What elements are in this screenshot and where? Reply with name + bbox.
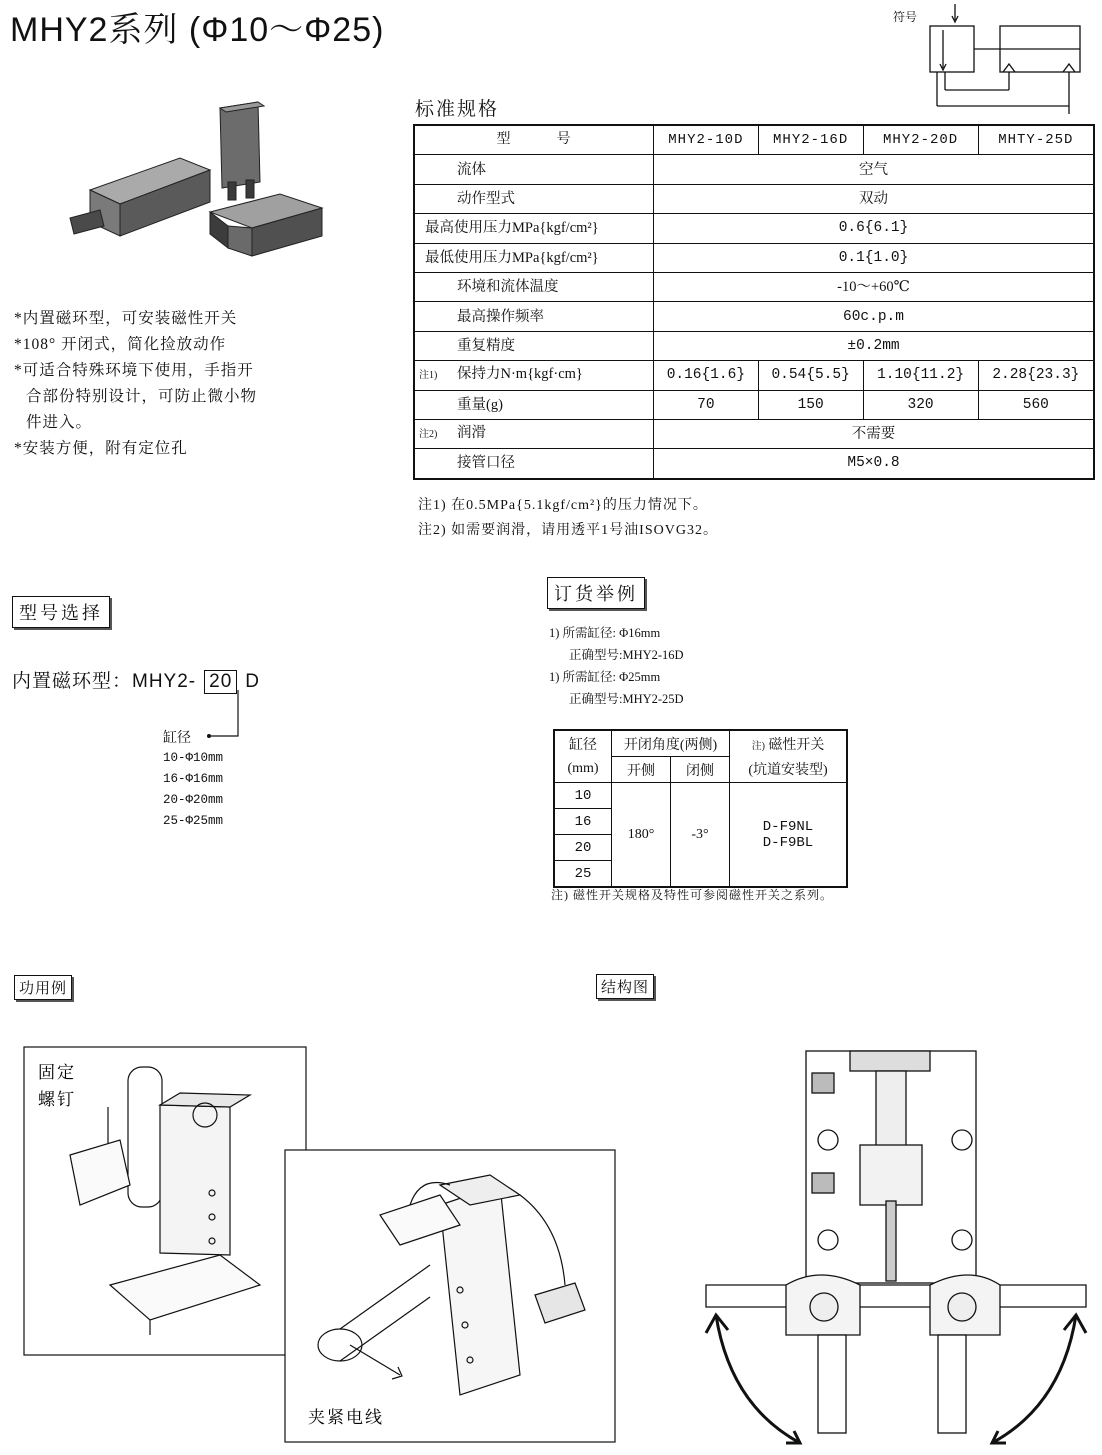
table-row: [414, 361, 1094, 390]
row-value: 0.1{1.0}: [654, 243, 1095, 272]
table-row: [554, 757, 847, 783]
angle-head: 开闭角度(两侧): [612, 730, 730, 757]
model-header-label: 型 号: [414, 125, 654, 155]
order-line: 1) 所需缸径: Φ16mm: [549, 626, 661, 640]
switch-model: D-F9BL: [762, 834, 814, 851]
row-label: 最高使用压力MPa{kgf/cm²}: [414, 214, 654, 243]
table-row: [414, 184, 1094, 213]
model-suffix: D: [245, 671, 260, 692]
table-row: [554, 730, 847, 757]
row-value: 320: [863, 390, 978, 419]
bore-label: 缸径: [163, 731, 191, 746]
model-bore-box: 20: [204, 670, 237, 694]
row-label: 最低使用压力MPa{kgf/cm²}: [414, 243, 654, 272]
spec-table: [413, 124, 1095, 480]
row-value: 150: [758, 390, 863, 419]
product-photo: [60, 100, 330, 260]
bore-item: 20-Φ20mm: [163, 793, 224, 807]
model-cell: MHY2-16D: [758, 125, 863, 155]
row-label: 注1) 保持力N·m{kgf·cm}: [414, 361, 654, 390]
bore-cell: 16: [554, 809, 612, 835]
order-example-title: 订货举例: [547, 577, 645, 609]
bore-item: 25-Φ25mm: [163, 814, 224, 828]
row-label: 重复精度: [414, 331, 654, 360]
feature-item: 合部份特别设计，可防止微小物: [26, 388, 258, 405]
row-value: 0.16{1.6}: [654, 361, 759, 390]
bore-item: 10-Φ10mm: [163, 751, 224, 765]
bore-cell: 25: [554, 861, 612, 888]
feature-list: [14, 306, 257, 462]
table-row: [554, 783, 847, 809]
close-head: 闭侧: [671, 757, 730, 783]
table-row: [414, 331, 1094, 360]
label-fix-1: 固定: [38, 1063, 76, 1082]
row-label: 最高操作频率: [414, 302, 654, 331]
order-line: 1) 所需缸径: Φ25mm: [549, 670, 661, 684]
row-value: 2.28{23.3}: [978, 361, 1094, 390]
model-prefix: 内置磁环型：MHY2-: [12, 671, 197, 692]
row-label: 流体: [414, 155, 654, 184]
table-row: [414, 243, 1094, 272]
table-row: [414, 390, 1094, 419]
bore-list: [163, 748, 223, 832]
row-label: 注2) 润滑: [414, 419, 654, 448]
switch-table: [553, 729, 848, 888]
row-value: 空气: [654, 155, 1095, 184]
table-row: [414, 155, 1094, 184]
spec-note: 注2) 如需要润滑，请用透平1号油ISOVG32。: [418, 523, 718, 538]
feature-item: *安装方便，附有定位孔: [14, 440, 188, 457]
row-value: 0.6{6.1}: [654, 214, 1095, 243]
bore-head: 缸径: [554, 730, 612, 757]
open-head: 开侧: [612, 757, 671, 783]
order-line: 正确型号:MHY2-16D: [569, 648, 684, 662]
structure-title: 结构图: [596, 974, 654, 999]
page-title: MHY2系列 (Φ10～Φ25): [10, 11, 385, 49]
bore-cell: 10: [554, 783, 612, 809]
order-example-list: [549, 622, 684, 710]
table-row: [414, 419, 1094, 448]
row-value: 560: [978, 390, 1094, 419]
table-row: [414, 302, 1094, 331]
model-selection-title: 型号选择: [12, 596, 110, 628]
row-value: M5×0.8: [654, 449, 1095, 479]
spec-note: 注1) 在0.5MPa{5.1kgf/cm²}的压力情况下。: [418, 498, 708, 513]
pneumatic-symbol: [925, 2, 1090, 117]
model-cell: MHY2-20D: [863, 125, 978, 155]
symbol-label: 符号: [893, 10, 918, 24]
row-value: 60c.p.m: [654, 302, 1095, 331]
row-label: 动作型式: [414, 184, 654, 213]
spec-notes: [418, 493, 718, 543]
row-value: 不需要: [654, 419, 1095, 448]
open-angle: 180°: [612, 783, 671, 888]
row-value: 0.54{5.5}: [758, 361, 863, 390]
bore-unit: (mm): [554, 757, 612, 783]
table-row: [414, 449, 1094, 479]
row-label: 接管口径: [414, 449, 654, 479]
structure-diagram: [700, 1045, 1095, 1450]
function-example-title: 功用例: [14, 975, 72, 1000]
model-cell: MHTY-25D: [978, 125, 1094, 155]
row-value: -10～+60℃: [654, 272, 1095, 301]
row-value: ±0.2mm: [654, 331, 1095, 360]
bore-item: 16-Φ16mm: [163, 772, 224, 786]
spec-title: 标准规格: [415, 99, 500, 120]
switch-model: D-F9NL: [762, 818, 814, 835]
switch-models: [730, 783, 848, 888]
row-value: 1.10{11.2}: [863, 361, 978, 390]
close-angle: -3°: [671, 783, 730, 888]
switch-note: 注) 磁性开关规格及特性可参阅磁性开关之系列。: [551, 888, 833, 902]
table-row: [414, 272, 1094, 301]
row-label: 重量(g): [414, 390, 654, 419]
order-line: 正确型号:MHY2-25D: [569, 692, 684, 706]
label-fix-2: 螺钉: [38, 1090, 76, 1109]
feature-item: *内置磁环型，可安装磁性开关: [14, 310, 238, 327]
feature-item: *108° 开闭式，简化捡放动作: [14, 336, 227, 353]
row-value: 双动: [654, 184, 1095, 213]
function-example-illustration: [20, 1045, 620, 1445]
table-row: [414, 125, 1094, 155]
table-row: [414, 214, 1094, 243]
row-label: 环境和流体温度: [414, 272, 654, 301]
feature-item: *可适合特殊环境下使用，手指开: [14, 362, 254, 379]
row-value: 70: [654, 390, 759, 419]
label-clamp: 夹紧电线: [308, 1408, 384, 1427]
switch-sub: (坑道安装型): [730, 757, 848, 783]
bore-cell: 20: [554, 835, 612, 861]
feature-item: 件进入。: [26, 414, 93, 431]
switch-head: 注) 磁性开关: [730, 730, 848, 757]
model-cell: MHY2-10D: [654, 125, 759, 155]
